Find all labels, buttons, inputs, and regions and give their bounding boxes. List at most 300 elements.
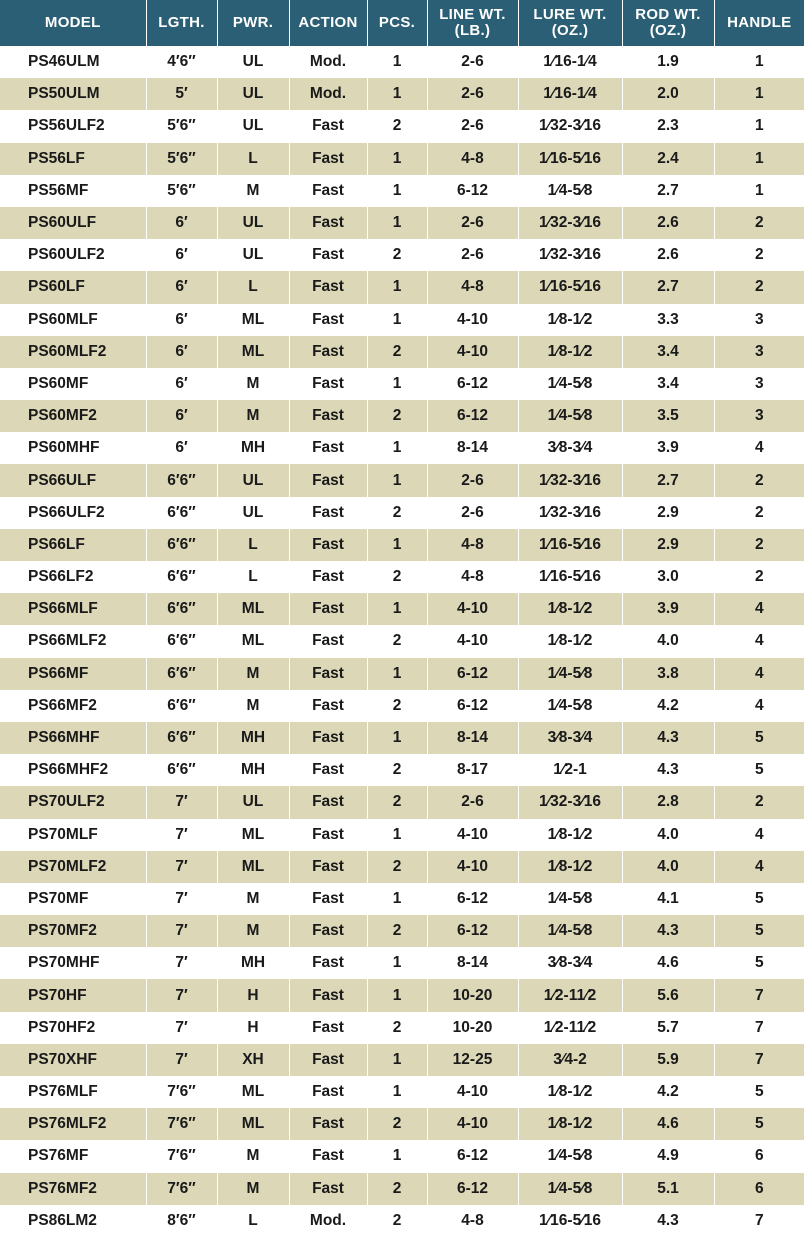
cell-pieces: 1 xyxy=(367,722,427,754)
cell-handle: 7 xyxy=(714,1012,804,1044)
table-row xyxy=(0,175,804,207)
table-row xyxy=(0,754,804,786)
cell-lure-weight: 1⁄16-5⁄16 xyxy=(518,561,622,593)
table-row xyxy=(0,432,804,464)
cell-model: PS60ULF xyxy=(0,207,146,239)
cell-lure-weight: 1⁄4-5⁄8 xyxy=(518,400,622,432)
cell-line-weight: 2-6 xyxy=(427,239,518,271)
cell-rod-weight: 2.9 xyxy=(622,529,714,561)
cell-action: Fast xyxy=(289,175,367,207)
cell-handle: 2 xyxy=(714,239,804,271)
cell-model: PS56LF xyxy=(0,143,146,175)
cell-model: PS66MF xyxy=(0,658,146,690)
cell-line-weight: 2-6 xyxy=(427,110,518,142)
cell-rod-weight: 3.4 xyxy=(622,336,714,368)
table-row xyxy=(0,979,804,1011)
cell-lure-weight: 1⁄4-5⁄8 xyxy=(518,658,622,690)
header-action xyxy=(289,0,367,46)
cell-action: Fast xyxy=(289,304,367,336)
cell-rod-weight: 2.6 xyxy=(622,207,714,239)
cell-handle: 6 xyxy=(714,1173,804,1205)
cell-model: PS56MF xyxy=(0,175,146,207)
cell-length: 6′6″ xyxy=(146,658,217,690)
table-row xyxy=(0,207,804,239)
cell-length: 7′ xyxy=(146,915,217,947)
cell-rod-weight: 5.9 xyxy=(622,1044,714,1076)
cell-lure-weight: 1⁄16-5⁄16 xyxy=(518,143,622,175)
header-pieces-label: PCS. xyxy=(378,14,416,31)
cell-power: ML xyxy=(217,625,289,657)
table-row xyxy=(0,529,804,561)
cell-model: PS70HF2 xyxy=(0,1012,146,1044)
cell-lure-weight: 1⁄32-3⁄16 xyxy=(518,207,622,239)
table-row xyxy=(0,78,804,110)
cell-length: 6′ xyxy=(146,400,217,432)
cell-handle: 5 xyxy=(714,1076,804,1108)
cell-lure-weight: 1⁄32-3⁄16 xyxy=(518,239,622,271)
cell-action: Mod. xyxy=(289,78,367,110)
cell-line-weight: 4-8 xyxy=(427,529,518,561)
cell-pieces: 2 xyxy=(367,1205,427,1237)
cell-rod-weight: 2.9 xyxy=(622,497,714,529)
cell-handle: 4 xyxy=(714,432,804,464)
cell-power: ML xyxy=(217,336,289,368)
table-row xyxy=(0,336,804,368)
cell-lure-weight: 1⁄8-1⁄2 xyxy=(518,819,622,851)
cell-power: UL xyxy=(217,78,289,110)
header-lure-weight xyxy=(518,0,622,46)
cell-handle: 5 xyxy=(714,915,804,947)
cell-handle: 5 xyxy=(714,883,804,915)
cell-line-weight: 8-14 xyxy=(427,947,518,979)
cell-line-weight: 2-6 xyxy=(427,497,518,529)
cell-power: ML xyxy=(217,593,289,625)
cell-length: 6′ xyxy=(146,336,217,368)
cell-length: 7′ xyxy=(146,819,217,851)
cell-length: 6′ xyxy=(146,207,217,239)
cell-lure-weight: 3⁄4-2 xyxy=(518,1044,622,1076)
cell-lure-weight: 1⁄16-5⁄16 xyxy=(518,1205,622,1237)
cell-power: UL xyxy=(217,786,289,818)
cell-line-weight: 6-12 xyxy=(427,690,518,722)
table-header xyxy=(0,0,804,46)
cell-action: Fast xyxy=(289,529,367,561)
cell-handle: 5 xyxy=(714,722,804,754)
table-row xyxy=(0,464,804,496)
cell-line-weight: 4-8 xyxy=(427,561,518,593)
cell-lure-weight: 1⁄4-5⁄8 xyxy=(518,915,622,947)
header-length xyxy=(146,0,217,46)
header-rod-weight-unit: (OZ.) xyxy=(649,22,687,39)
table-row xyxy=(0,1012,804,1044)
cell-handle: 7 xyxy=(714,1044,804,1076)
cell-line-weight: 4-10 xyxy=(427,304,518,336)
cell-handle: 2 xyxy=(714,464,804,496)
header-line-weight-unit: (LB.) xyxy=(454,22,491,39)
cell-pieces: 2 xyxy=(367,1012,427,1044)
cell-handle: 2 xyxy=(714,561,804,593)
cell-handle: 2 xyxy=(714,497,804,529)
table-row xyxy=(0,786,804,818)
cell-power: ML xyxy=(217,1108,289,1140)
table-body xyxy=(0,46,804,1237)
cell-handle: 2 xyxy=(714,786,804,818)
cell-length: 6′6″ xyxy=(146,690,217,722)
table-row xyxy=(0,658,804,690)
cell-pieces: 1 xyxy=(367,304,427,336)
table-row xyxy=(0,625,804,657)
cell-action: Fast xyxy=(289,1108,367,1140)
cell-length: 7′ xyxy=(146,1012,217,1044)
table-row xyxy=(0,497,804,529)
cell-power: MH xyxy=(217,722,289,754)
cell-model: PS76MLF xyxy=(0,1076,146,1108)
cell-pieces: 1 xyxy=(367,46,427,78)
cell-line-weight: 8-14 xyxy=(427,432,518,464)
cell-line-weight: 8-14 xyxy=(427,722,518,754)
cell-action: Fast xyxy=(289,658,367,690)
cell-rod-weight: 4.0 xyxy=(622,851,714,883)
cell-line-weight: 10-20 xyxy=(427,1012,518,1044)
cell-line-weight: 4-10 xyxy=(427,1108,518,1140)
cell-line-weight: 2-6 xyxy=(427,207,518,239)
cell-pieces: 2 xyxy=(367,1173,427,1205)
cell-power: UL xyxy=(217,46,289,78)
cell-handle: 2 xyxy=(714,207,804,239)
cell-model: PS70MHF xyxy=(0,947,146,979)
cell-action: Fast xyxy=(289,561,367,593)
cell-power: ML xyxy=(217,819,289,851)
table-row xyxy=(0,271,804,303)
cell-pieces: 2 xyxy=(367,110,427,142)
table-row xyxy=(0,110,804,142)
table-row xyxy=(0,1205,804,1237)
table-row xyxy=(0,1108,804,1140)
cell-pieces: 2 xyxy=(367,915,427,947)
cell-action: Fast xyxy=(289,336,367,368)
cell-action: Fast xyxy=(289,625,367,657)
cell-line-weight: 6-12 xyxy=(427,1140,518,1172)
cell-rod-weight: 2.7 xyxy=(622,175,714,207)
cell-line-weight: 4-10 xyxy=(427,625,518,657)
cell-rod-weight: 2.6 xyxy=(622,239,714,271)
cell-rod-weight: 3.9 xyxy=(622,593,714,625)
cell-length: 7′ xyxy=(146,947,217,979)
header-rod-weight-label: ROD WT. xyxy=(635,6,701,23)
cell-length: 5′ xyxy=(146,78,217,110)
cell-line-weight: 4-8 xyxy=(427,143,518,175)
cell-model: PS66MF2 xyxy=(0,690,146,722)
cell-lure-weight: 1⁄8-1⁄2 xyxy=(518,336,622,368)
cell-handle: 2 xyxy=(714,271,804,303)
cell-lure-weight: 1⁄8-1⁄2 xyxy=(518,304,622,336)
cell-power: M xyxy=(217,915,289,947)
cell-power: L xyxy=(217,561,289,593)
cell-lure-weight: 1⁄2-11⁄2 xyxy=(518,979,622,1011)
cell-lure-weight: 1⁄16-1⁄4 xyxy=(518,78,622,110)
table-row xyxy=(0,819,804,851)
table-row xyxy=(0,400,804,432)
cell-model: PS66MLF2 xyxy=(0,625,146,657)
table-row xyxy=(0,883,804,915)
cell-power: L xyxy=(217,143,289,175)
cell-model: PS70MF xyxy=(0,883,146,915)
cell-handle: 4 xyxy=(714,593,804,625)
table-row xyxy=(0,1044,804,1076)
cell-line-weight: 6-12 xyxy=(427,175,518,207)
cell-power: H xyxy=(217,979,289,1011)
table-row xyxy=(0,947,804,979)
cell-line-weight: 2-6 xyxy=(427,78,518,110)
cell-length: 6′ xyxy=(146,239,217,271)
cell-model: PS60MLF xyxy=(0,304,146,336)
header-lure-weight-unit: (OZ.) xyxy=(551,22,589,39)
table-row xyxy=(0,1140,804,1172)
cell-power: ML xyxy=(217,1076,289,1108)
cell-power: M xyxy=(217,690,289,722)
cell-pieces: 2 xyxy=(367,625,427,657)
cell-pieces: 1 xyxy=(367,78,427,110)
cell-pieces: 2 xyxy=(367,851,427,883)
cell-line-weight: 4-8 xyxy=(427,271,518,303)
cell-line-weight: 4-10 xyxy=(427,1076,518,1108)
cell-handle: 6 xyxy=(714,1140,804,1172)
cell-rod-weight: 4.9 xyxy=(622,1140,714,1172)
cell-rod-weight: 2.7 xyxy=(622,271,714,303)
cell-pieces: 1 xyxy=(367,1076,427,1108)
cell-length: 7′6″ xyxy=(146,1140,217,1172)
cell-action: Fast xyxy=(289,1012,367,1044)
cell-rod-weight: 3.9 xyxy=(622,432,714,464)
cell-pieces: 2 xyxy=(367,690,427,722)
cell-length: 6′6″ xyxy=(146,464,217,496)
cell-line-weight: 6-12 xyxy=(427,368,518,400)
cell-pieces: 1 xyxy=(367,464,427,496)
cell-action: Fast xyxy=(289,819,367,851)
cell-power: L xyxy=(217,529,289,561)
cell-model: PS76MLF2 xyxy=(0,1108,146,1140)
cell-pieces: 2 xyxy=(367,1108,427,1140)
table-row xyxy=(0,1173,804,1205)
cell-lure-weight: 1⁄4-5⁄8 xyxy=(518,175,622,207)
header-handle-label: HANDLE xyxy=(727,14,792,31)
cell-length: 6′6″ xyxy=(146,561,217,593)
cell-pieces: 1 xyxy=(367,947,427,979)
cell-power: MH xyxy=(217,754,289,786)
cell-lure-weight: 1⁄4-5⁄8 xyxy=(518,1140,622,1172)
cell-action: Fast xyxy=(289,368,367,400)
cell-power: M xyxy=(217,175,289,207)
cell-model: PS70ULF2 xyxy=(0,786,146,818)
cell-rod-weight: 3.0 xyxy=(622,561,714,593)
cell-line-weight: 2-6 xyxy=(427,786,518,818)
cell-model: PS60MF xyxy=(0,368,146,400)
cell-model: PS60MF2 xyxy=(0,400,146,432)
cell-line-weight: 4-10 xyxy=(427,851,518,883)
cell-model: PS70HF xyxy=(0,979,146,1011)
cell-lure-weight: 1⁄4-5⁄8 xyxy=(518,690,622,722)
cell-action: Mod. xyxy=(289,46,367,78)
header-power xyxy=(217,0,289,46)
cell-pieces: 1 xyxy=(367,883,427,915)
cell-handle: 4 xyxy=(714,625,804,657)
header-pieces xyxy=(367,0,427,46)
cell-model: PS60LF xyxy=(0,271,146,303)
cell-length: 4′6″ xyxy=(146,46,217,78)
cell-action: Fast xyxy=(289,271,367,303)
cell-length: 7′ xyxy=(146,786,217,818)
table-row xyxy=(0,304,804,336)
cell-pieces: 1 xyxy=(367,819,427,851)
cell-handle: 1 xyxy=(714,46,804,78)
cell-length: 7′6″ xyxy=(146,1108,217,1140)
cell-action: Fast xyxy=(289,1044,367,1076)
table-row xyxy=(0,368,804,400)
cell-line-weight: 8-17 xyxy=(427,754,518,786)
cell-handle: 4 xyxy=(714,851,804,883)
cell-length: 5′6″ xyxy=(146,175,217,207)
table-row xyxy=(0,851,804,883)
cell-action: Mod. xyxy=(289,1205,367,1237)
cell-pieces: 2 xyxy=(367,497,427,529)
cell-power: UL xyxy=(217,207,289,239)
cell-lure-weight: 1⁄4-5⁄8 xyxy=(518,883,622,915)
cell-line-weight: 4-10 xyxy=(427,336,518,368)
cell-rod-weight: 5.7 xyxy=(622,1012,714,1044)
cell-action: Fast xyxy=(289,851,367,883)
cell-handle: 1 xyxy=(714,78,804,110)
cell-model: PS66MHF xyxy=(0,722,146,754)
cell-power: M xyxy=(217,400,289,432)
cell-line-weight: 2-6 xyxy=(427,464,518,496)
cell-handle: 4 xyxy=(714,658,804,690)
cell-action: Fast xyxy=(289,239,367,271)
cell-rod-weight: 4.0 xyxy=(622,819,714,851)
cell-model: PS66ULF2 xyxy=(0,497,146,529)
cell-power: UL xyxy=(217,497,289,529)
cell-lure-weight: 3⁄8-3⁄4 xyxy=(518,432,622,464)
cell-rod-weight: 2.7 xyxy=(622,464,714,496)
cell-lure-weight: 3⁄8-3⁄4 xyxy=(518,947,622,979)
cell-model: PS70MLF2 xyxy=(0,851,146,883)
cell-lure-weight: 1⁄8-1⁄2 xyxy=(518,1076,622,1108)
cell-rod-weight: 2.8 xyxy=(622,786,714,818)
cell-handle: 2 xyxy=(714,529,804,561)
cell-handle: 1 xyxy=(714,143,804,175)
cell-action: Fast xyxy=(289,400,367,432)
cell-rod-weight: 4.3 xyxy=(622,915,714,947)
cell-line-weight: 6-12 xyxy=(427,658,518,690)
cell-model: PS50ULM xyxy=(0,78,146,110)
cell-lure-weight: 1⁄32-3⁄16 xyxy=(518,497,622,529)
cell-length: 7′ xyxy=(146,851,217,883)
cell-rod-weight: 4.2 xyxy=(622,1076,714,1108)
cell-handle: 1 xyxy=(714,110,804,142)
cell-pieces: 1 xyxy=(367,368,427,400)
cell-model: PS66MLF xyxy=(0,593,146,625)
cell-action: Fast xyxy=(289,947,367,979)
cell-model: PS66LF xyxy=(0,529,146,561)
header-action-label: ACTION xyxy=(298,14,358,31)
cell-line-weight: 2-6 xyxy=(427,46,518,78)
cell-rod-weight: 3.8 xyxy=(622,658,714,690)
cell-lure-weight: 1⁄32-3⁄16 xyxy=(518,786,622,818)
cell-line-weight: 4-10 xyxy=(427,819,518,851)
cell-length: 7′6″ xyxy=(146,1076,217,1108)
cell-model: PS70MLF xyxy=(0,819,146,851)
cell-pieces: 2 xyxy=(367,786,427,818)
cell-action: Fast xyxy=(289,722,367,754)
cell-rod-weight: 4.3 xyxy=(622,754,714,786)
cell-pieces: 1 xyxy=(367,175,427,207)
cell-action: Fast xyxy=(289,464,367,496)
cell-length: 6′6″ xyxy=(146,722,217,754)
header-model xyxy=(0,0,146,46)
table-row xyxy=(0,1076,804,1108)
header-handle xyxy=(714,0,804,46)
cell-model: PS70MF2 xyxy=(0,915,146,947)
cell-length: 6′ xyxy=(146,368,217,400)
cell-power: M xyxy=(217,658,289,690)
cell-rod-weight: 3.4 xyxy=(622,368,714,400)
cell-lure-weight: 1⁄32-3⁄16 xyxy=(518,464,622,496)
header-row xyxy=(0,0,804,46)
header-model-label: MODEL xyxy=(44,14,101,31)
cell-action: Fast xyxy=(289,593,367,625)
cell-length: 6′ xyxy=(146,304,217,336)
cell-lure-weight: 1⁄8-1⁄2 xyxy=(518,1108,622,1140)
cell-power: ML xyxy=(217,304,289,336)
header-line-weight xyxy=(427,0,518,46)
cell-action: Fast xyxy=(289,207,367,239)
cell-line-weight: 6-12 xyxy=(427,1173,518,1205)
cell-model: PS76MF xyxy=(0,1140,146,1172)
cell-action: Fast xyxy=(289,143,367,175)
cell-line-weight: 6-12 xyxy=(427,915,518,947)
cell-action: Fast xyxy=(289,1076,367,1108)
cell-power: MH xyxy=(217,432,289,464)
cell-action: Fast xyxy=(289,690,367,722)
header-rod-weight xyxy=(622,0,714,46)
table-row xyxy=(0,561,804,593)
cell-handle: 5 xyxy=(714,947,804,979)
cell-handle: 5 xyxy=(714,1108,804,1140)
cell-lure-weight: 1⁄4-5⁄8 xyxy=(518,1173,622,1205)
cell-model: PS70XHF xyxy=(0,1044,146,1076)
cell-action: Fast xyxy=(289,432,367,464)
cell-model: PS56ULF2 xyxy=(0,110,146,142)
cell-power: UL xyxy=(217,110,289,142)
cell-handle: 7 xyxy=(714,979,804,1011)
cell-rod-weight: 4.3 xyxy=(622,1205,714,1237)
cell-handle: 3 xyxy=(714,304,804,336)
header-length-label: LGTH. xyxy=(158,14,205,31)
cell-power: UL xyxy=(217,464,289,496)
cell-power: H xyxy=(217,1012,289,1044)
cell-lure-weight: 1⁄8-1⁄2 xyxy=(518,851,622,883)
cell-lure-weight: 1⁄16-1⁄4 xyxy=(518,46,622,78)
cell-rod-weight: 3.3 xyxy=(622,304,714,336)
cell-power: MH xyxy=(217,947,289,979)
cell-rod-weight: 4.6 xyxy=(622,1108,714,1140)
table-row xyxy=(0,46,804,78)
cell-power: M xyxy=(217,1140,289,1172)
cell-length: 6′6″ xyxy=(146,593,217,625)
cell-pieces: 1 xyxy=(367,658,427,690)
cell-length: 6′ xyxy=(146,271,217,303)
header-lure-weight-label: LURE WT. xyxy=(533,6,607,23)
table-row xyxy=(0,593,804,625)
